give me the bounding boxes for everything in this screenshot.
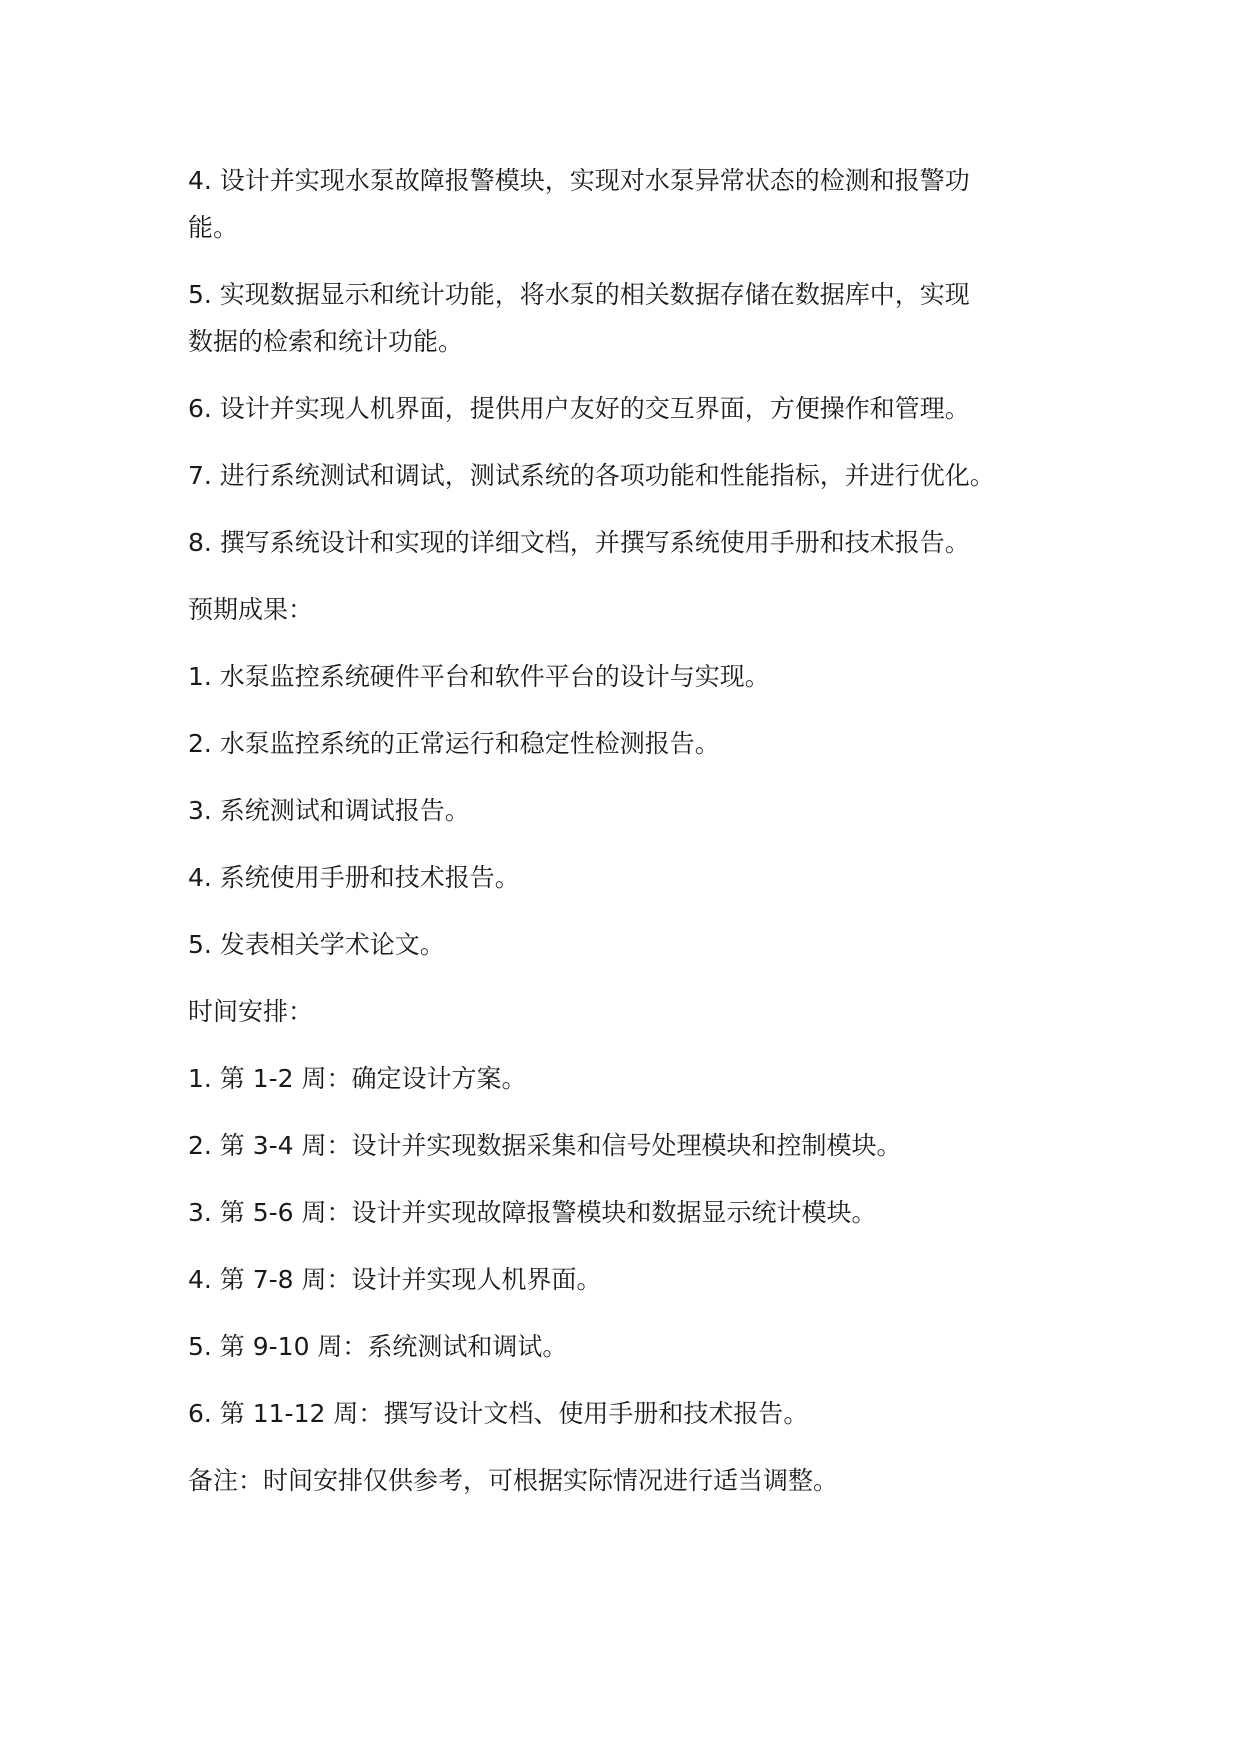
task-item-4-line-2: 能。: [188, 213, 239, 242]
document-body: [188, 157, 1088, 1524]
schedule-item: 5. 第 9-10 周：系统测试和调试。: [188, 1332, 568, 1361]
task-item-5-line-1: 5. 实现数据显示和统计功能，将水泵的相关数据存储在数据库中，实现: [188, 280, 970, 309]
schedule-item: 3. 第 5-6 周：设计并实现故障报警模块和数据显示统计模块。: [188, 1198, 877, 1227]
task-item-7: 7. 进行系统测试和调试，测试系统的各项功能和性能指标，并进行优化。: [188, 461, 995, 490]
task-item-4: [188, 157, 1088, 251]
expected-result-item: 2. 水泵监控系统的正常运行和稳定性检测报告。: [188, 729, 720, 758]
task-item-5-line-2: 数据的检索和统计功能。: [188, 327, 464, 356]
task-item-5: [188, 271, 1088, 365]
schedule-item: 2. 第 3-4 周：设计并实现数据采集和信号处理模块和控制模块。: [188, 1131, 902, 1160]
schedule-item: 4. 第 7-8 周：设计并实现人机界面。: [188, 1265, 602, 1294]
task-item-6: 6. 设计并实现人机界面，提供用户友好的交互界面，方便操作和管理。: [188, 394, 970, 423]
expected-result-item: 4. 系统使用手册和技术报告。: [188, 863, 520, 892]
schedule-item: 1. 第 1-2 周：确定设计方案。: [188, 1064, 527, 1093]
expected-results-heading: 预期成果：: [188, 595, 314, 624]
task-item-8: 8. 撰写系统设计和实现的详细文档，并撰写系统使用手册和技术报告。: [188, 528, 970, 557]
schedule-note: 备注：时间安排仅供参考，可根据实际情况进行适当调整。: [188, 1466, 839, 1495]
expected-result-item: 3. 系统测试和调试报告。: [188, 796, 470, 825]
schedule-heading: 时间安排：: [188, 997, 314, 1026]
expected-result-item: 1. 水泵监控系统硬件平台和软件平台的设计与实现。: [188, 662, 770, 691]
expected-result-item: 5. 发表相关学术论文。: [188, 930, 445, 959]
task-item-4-line-1: 4. 设计并实现水泵故障报警模块，实现对水泵异常状态的检测和报警功: [188, 166, 970, 195]
schedule-item: 6. 第 11-12 周：撰写设计文档、使用手册和技术报告。: [188, 1399, 809, 1428]
